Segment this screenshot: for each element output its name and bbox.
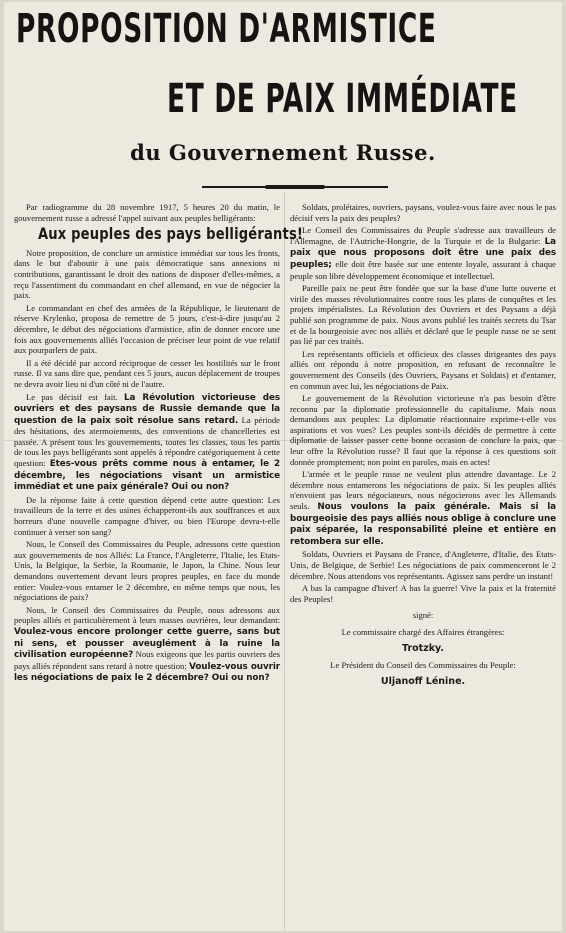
paragraph: Soldats, prolétaires, ouvriers, paysans, voulez-vous faire avec nous le pas décisif vers la paix des peuples? bbox=[290, 202, 556, 223]
title-line-2: ET DE PAIX IMMÉDIATE bbox=[167, 76, 518, 122]
address-heading: Aux peuples des pays belligérants! bbox=[37, 224, 304, 244]
bold-span: Etes-vous prêts comme nous à entamer, le 2 décembre, les négociations visant un armistice immédiat et une paix générale? Oui ou non? bbox=[14, 459, 280, 493]
paragraph: Notre proposition, de conclure un armistice immédiat sur tous les fronts, dans le but d'aboutir à une paix démocratique sans annexions ni contributions, garantissant le droit des nations de disposer d'elles-mêmes, a reçu l'assentiment du commandant en chef allemand, en vue de négocier la paix. bbox=[14, 247, 280, 301]
paragraph bbox=[14, 392, 280, 493]
subtitle: du Gouvernement Russe. bbox=[130, 140, 436, 165]
paragraph bbox=[290, 225, 556, 281]
text-span: elle doit être basée sur une entente loyale, assurant à chaque peuple son libre développement économique et intellectuel. bbox=[290, 258, 556, 281]
right-column bbox=[290, 202, 556, 693]
bold-span: Nous voulons la paix générale. Mais si la bourgeoisie des pays alliés nous oblige à conclure une paix séparée, la responsabilité pleine et entière en retombera sur elle. bbox=[290, 502, 556, 547]
bold-span: La paix que nous proposons doit être une paix des peuples; bbox=[290, 236, 556, 270]
intro-paragraph: Par radiogramme du 28 novembre 1917, 5 heures 20 du matin, le gouvernement russe a adressé l'appel suivant aux peuples belligérants: bbox=[14, 202, 280, 223]
text-span: L'armée et le peuple russe ne veulent plus attendre davantage. Le 2 décembre nous entamerons les négociations de paix. Si les peuples alliés n'envoient pas leurs négociateurs, nous négocierons avec les Allemands seuls. bbox=[290, 469, 556, 512]
paragraph: Les représentants officiels et officieux des classes dirigeantes des pays alliés ont répondu à notre proposition, en refusant de reconnaître le gouvernement des Conseils (des Ouvriers, Paysans et Soldats) et d'entamer, en commun avec lui, les négociations de Paix. bbox=[290, 348, 556, 391]
text-span: Le Conseil des Commissaires du Peuple s'adresse aux travailleurs de l'Allemagne, de l'Autriche-Hongrie, de la Turquie et de la Bulgarie: bbox=[290, 225, 556, 246]
paragraph: Soldats, Ouvriers et Paysans de France, d'Angleterre, d'Italie, des Etats-Unis, de Belgique, de Serbie! Les négociations de paix commenceront le 2 décembre. Nous attendons vos représentants. Agissez sans perdre un instant! bbox=[290, 549, 556, 581]
commissar-title: Le commissaire chargé des Affaires étrangères: bbox=[341, 626, 505, 637]
signed-label: signé: bbox=[412, 610, 434, 621]
bold-span: La Révolution victorieuse des ouvriers et des paysans de Russie demande que la question de la paix soit résolue sans retard. bbox=[14, 392, 280, 426]
paragraph: Pareille paix ne peut être fondée que sur la base d'une lutte ouverte et virile des masses révolutionnaires contre tous les plans de conquêtes et les projets impérialistes. La Révolution des Ouvriers et des Paysans a déjà publié son programme de paix. Nous avons publié les traités secrets du Tsar et de la bourgeoisie avec nos alliés et déclaré que le peuple russe ne se sent pas lié par ces traités. bbox=[290, 283, 556, 347]
paragraph bbox=[290, 469, 556, 547]
ornamental-rule bbox=[202, 186, 388, 188]
text-span: Nous, le Conseil des Commissaires du Peuple, nous adressons aux peuples alliés et particulièrement à leurs masses ouvrières, leur demandant: bbox=[14, 604, 280, 626]
paragraph: Le gouvernement de la Révolution victorieuse n'a pas besoin d'être reconnu par la diplomatie professionnelle du capitalisme. Mais nous demandons aux peuples: La diplomatie réactionnaire exprime-t-elle vos aspirations et vos vues? Les peuples sont-ils décidés de permettre à cette diplomatie de laisser passer cette bonne occasion de conclure la paix, que leur offre la Révolution russe? Il faut que la réponse à ces questions soit donnée promptement; non point en paroles, mais en actes! bbox=[290, 393, 556, 467]
signature-trotzky: Trotzky. bbox=[402, 642, 444, 654]
fold-line-vertical bbox=[284, 192, 285, 931]
title-line-1: PROPOSITION D'ARMISTICE bbox=[16, 6, 437, 52]
paragraph bbox=[14, 605, 280, 684]
text-span: La période des hésitations, des atermoiements, des conventions de chancelleries est passée. A présent tous les gouvernements, toutes les classes, tous les partis de tous les pays belligérants sont appelés à répondre catégoriquement à cette question: bbox=[14, 414, 280, 469]
paragraph: Nous, le Conseil des Commissaires du Peuple, adressons cette question aux gouvernements de nos Alliés: La France, l'Angleterre, l'Italie, les Etats-Unis, la Belgique, la Serbie, la Roumanie, le Japon, la Chine. Nous leur demandons ouvertement devant leurs propres peuples, en face du monde entier: Voulez-vous entamer le 2 décembre, en même temps que nous, les négociations de paix? bbox=[14, 539, 280, 603]
left-column bbox=[14, 202, 304, 686]
paragraph: Il a été décidé par accord réciproque de cesser les hostilités sur le front russe. Il va sans dire que, pendant ces 5 jours, aucun déplacement de troupes ne devra avoir lieu ni d'un côté ni de l'autre. bbox=[14, 357, 280, 389]
text-span: Le pas décisif est fait. bbox=[26, 391, 118, 402]
poster-sheet bbox=[4, 2, 562, 931]
bold-span: Voulez-vous ouvrir les négociations de paix le 2 décembre? Oui ou non? bbox=[14, 661, 280, 684]
paragraph: A bas la campagne d'hiver! A bas la guerre! Vive la paix et la fraternité des Peuples! bbox=[290, 583, 556, 604]
bold-span: Voulez-vous encore prolonger cette guerre, sans but ni sens, et pousser aveuglément à la ruine la civilisation européenne? bbox=[14, 626, 280, 661]
paragraph: De la réponse faite à cette question dépend cette autre question: Les travailleurs de la terre et des usines échapperont-ils aux souffrances et aux horreurs d'une nouvelle campagne d'hiver, ou bien l'Europe devra-t-elle continuer à verser son sang? bbox=[14, 494, 280, 537]
text-span: Nous exigeons que les partis ouvriers des pays alliés répondent sans retard à notre question: bbox=[14, 649, 280, 671]
paragraph: Le commandant en chef des armées de la République, le lieutenant de réserve Krylenko, proposa de remettre de 5 jours, c'est-à-dire jusqu'au 2 décembre, le début des négociations d'armistice, afin de donner encore une fois aux gouvernements alliés l'occasion de préciser leur point de vue relatif aux pourparlers de paix. bbox=[14, 302, 280, 356]
signature-lenine: Uljanoff Lénine. bbox=[380, 675, 466, 687]
president-title: Le Président du Conseil des Commissaires du Peuple: bbox=[330, 660, 516, 671]
